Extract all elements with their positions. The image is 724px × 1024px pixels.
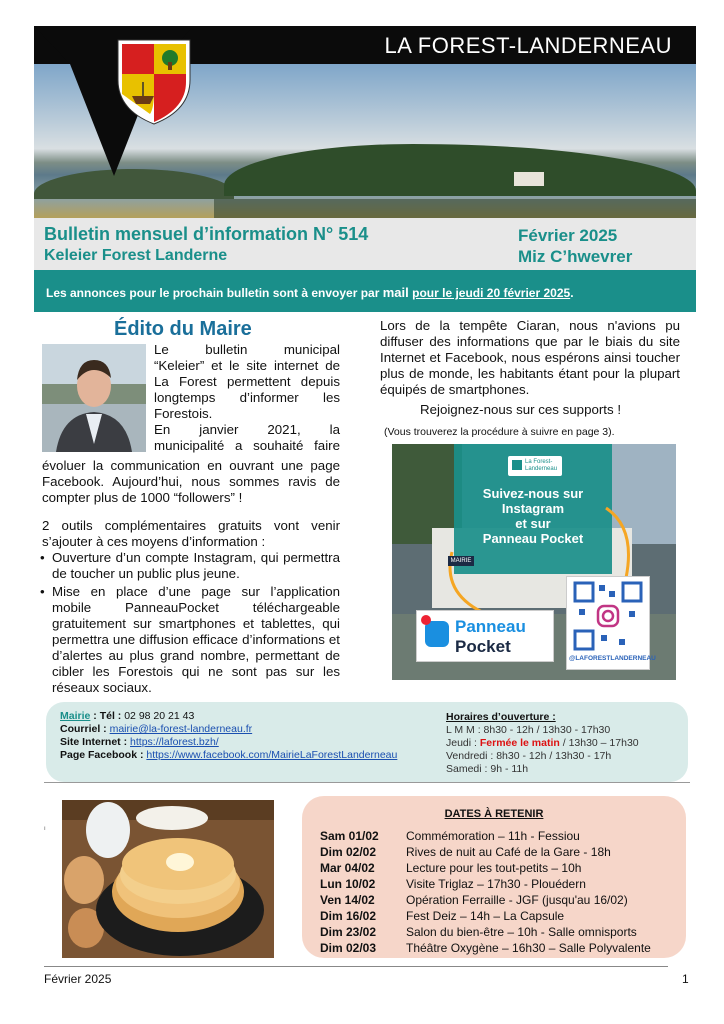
bulletin-title-band [34, 218, 696, 270]
announcement-end: . [570, 286, 574, 300]
date-day: Lun 10/02 [320, 877, 376, 891]
poster-headline [454, 486, 612, 546]
month-french: Février 2025 [518, 226, 618, 245]
mayor-photo [42, 344, 146, 452]
hours-row [446, 750, 639, 763]
dates-title: DATES À RETENIR [444, 808, 544, 820]
bullet-icon: • [40, 550, 45, 565]
hours-text: Samedi : 9h - 11h [446, 763, 529, 775]
pocket-word: Pocket [455, 637, 511, 656]
list-item [42, 584, 340, 696]
notification-badge-icon [421, 615, 431, 625]
hours-text: Vendredi : 8h30 - 12h / 13h30 - 17h [446, 750, 612, 762]
date-day: Sam 01/02 [320, 829, 379, 843]
date-day: Ven 14/02 [320, 893, 375, 907]
edito-line: municipalité a souhaité faire [154, 438, 340, 453]
date-day: Dim 02/02 [320, 845, 377, 859]
town-name: LA FOREST-LANDERNEAU [384, 33, 672, 58]
announcement-bar [34, 270, 696, 312]
edito-right-paragraph: Lors de la tempête Ciaran, nous n'avions pu diffuser des informations que par le biais du site Internet et Facebook, nous espérons ainsi toucher plus de monde, les habitants étant pour la plupart équipés de smartphones. [380, 318, 680, 397]
edito-bullet-list [42, 550, 340, 696]
social-media-poster [392, 444, 676, 680]
edito-paragraph-2: 2 outils complémentaires gratuits vont venir s’ajouter à ces moyens d’information : [42, 518, 340, 549]
edito-line: “Keleier” et le site internet de [154, 358, 340, 373]
date-event: Fest Deiz – 14h – La Capsule [406, 909, 565, 923]
contact-box [46, 702, 688, 782]
date-event: Visite Triglaz – 17h30 - Plouédern [406, 877, 586, 891]
dates-box [302, 796, 686, 958]
divider [44, 782, 690, 783]
facebook-line [60, 749, 397, 763]
headline-line: Panneau Pocket [482, 531, 584, 546]
mairie-sign: MAIRIE [448, 556, 474, 566]
edito-line: longtemps d’informer les [154, 390, 340, 405]
edito-paragraph-1: évoluer la communication en ouvrant une page Facebook. Aujourd’hui, nous sommes ravis de compter plus de 1000 “followers” ! [42, 458, 340, 505]
edito-procedure-note: (Vous trouverez la procédure à suivre en page 3). [384, 426, 615, 438]
date-day: Dim 23/02 [320, 925, 377, 939]
announcement-mail-word: mail [382, 285, 409, 300]
date-day: Dim 02/03 [320, 941, 377, 955]
stray-mark: ı [44, 826, 46, 832]
email-line [60, 723, 252, 737]
bullet-icon: • [40, 584, 45, 599]
edito-line: Forestois. [154, 406, 213, 421]
panneau-word: Panneau [455, 617, 526, 636]
logo-text-1: La Forest- [525, 459, 553, 465]
page-number: 1 [682, 972, 689, 986]
website-line [60, 736, 219, 750]
logo-mark-icon [512, 460, 522, 470]
edito-line: Le bulletin municipal [154, 342, 340, 357]
hours-text: Jeudi : [446, 737, 480, 749]
panneau-pocket-icon [425, 621, 449, 647]
qr-code-icon [573, 581, 643, 651]
headline-line: Suivez-nous sur [482, 486, 584, 501]
coat-of-arms-chevron [34, 26, 194, 176]
closed-notice: Fermée le matin [479, 737, 560, 749]
email-label: Courriel : [60, 723, 107, 735]
date-day: Mar 04/02 [320, 861, 375, 875]
headline-line: Instagram [501, 501, 565, 516]
bullet-text: Mise en place d’une page sur l’application mobile PanneauPocket téléchargeable gratuitement sur smartphones et tablettes, qui permettra une diffusion efficace d’informations et d’alertes au plus grand nombre, permettant de cibler les Forestois qui ne sont pas sur les réseaux sociaux. [52, 584, 340, 695]
hours-row [446, 737, 639, 750]
date-event: Lecture pour les tout-petits – 10h [406, 861, 582, 875]
qr-code-card [566, 576, 656, 670]
footer-date: Février 2025 [44, 972, 112, 986]
hours-text: / 13h30 – 17h30 [559, 737, 639, 749]
edito-line: En janvier 2021, la [154, 422, 340, 437]
facebook-link[interactable]: https://www.facebook.com/MairieLaForestLanderneau [146, 749, 398, 761]
list-item [42, 550, 340, 582]
house [514, 172, 544, 186]
date-event: Opération Ferraille - JGF (jusqu'au 16/02) [406, 893, 628, 907]
tel-value: 02 98 20 21 43 [124, 710, 195, 722]
bulletin-title: Bulletin mensuel d’information N° 514 [44, 224, 369, 244]
water-reflection [214, 199, 696, 218]
announcement-deadline: pour le jeudi 20 février 2025 [412, 286, 571, 300]
pancakes-photo [62, 800, 274, 958]
announcement-lead: Les annonces pour le prochain bulletin sont à envoyer par [46, 286, 383, 300]
date-day: Dim 16/02 [320, 909, 377, 923]
edito-title: Édito du Maire [114, 318, 252, 340]
headline-line: et sur [515, 516, 551, 531]
bulletin-subtitle: Keleier Forest Landerne [44, 247, 228, 264]
edito-join-line: Rejoignez-nous sur ces supports ! [420, 402, 622, 417]
announcement-text [46, 285, 574, 300]
opening-hours-list [446, 724, 639, 776]
date-event: Rives de nuit au Café de la Gare - 18h [406, 845, 611, 859]
date-event: Théâtre Oxygène – 16h30 – Salle Polyvalente [406, 941, 651, 955]
hours-row [446, 763, 639, 776]
instagram-handle: @LAFORESTLANDERNEAU [569, 655, 656, 662]
header-banner [34, 26, 696, 218]
logo-text-2: Landerneau [525, 466, 558, 472]
tel-label: Tél : [99, 710, 122, 722]
bullet-text: Ouverture d’un compte Instagram, qui permettra de toucher un public plus jeune. [52, 550, 340, 581]
edito-beside-photo [154, 342, 340, 454]
mairie-link[interactable]: Mairie [60, 710, 91, 722]
mairie-phone-line: Mairie : Tél : 02 98 20 21 43 [60, 710, 195, 722]
panneau-pocket-badge [416, 610, 554, 662]
edito-line: La Forest permettent depuis [154, 374, 340, 389]
poster-logo [508, 456, 562, 476]
opening-hours-title: Horaires d’ouverture : [446, 711, 556, 723]
month-breton: Miz C’hwevrer [518, 247, 633, 266]
website-link[interactable]: https://laforest.bzh/ [130, 736, 219, 748]
footer-divider [44, 966, 668, 967]
facebook-label: Page Facebook : [60, 749, 144, 761]
hours-text: L M M : 8h30 - 12h / 13h30 - 17h30 [446, 724, 611, 736]
date-event: Commémoration – 11h - Fessiou [406, 829, 580, 843]
email-link[interactable]: mairie@la-forest-landerneau.fr [109, 723, 253, 735]
hours-row [446, 724, 639, 737]
website-label: Site Internet : [60, 736, 128, 748]
date-event: Salon du bien-être – 10h - Salle omnisports [406, 925, 637, 939]
tree-line [224, 144, 696, 196]
